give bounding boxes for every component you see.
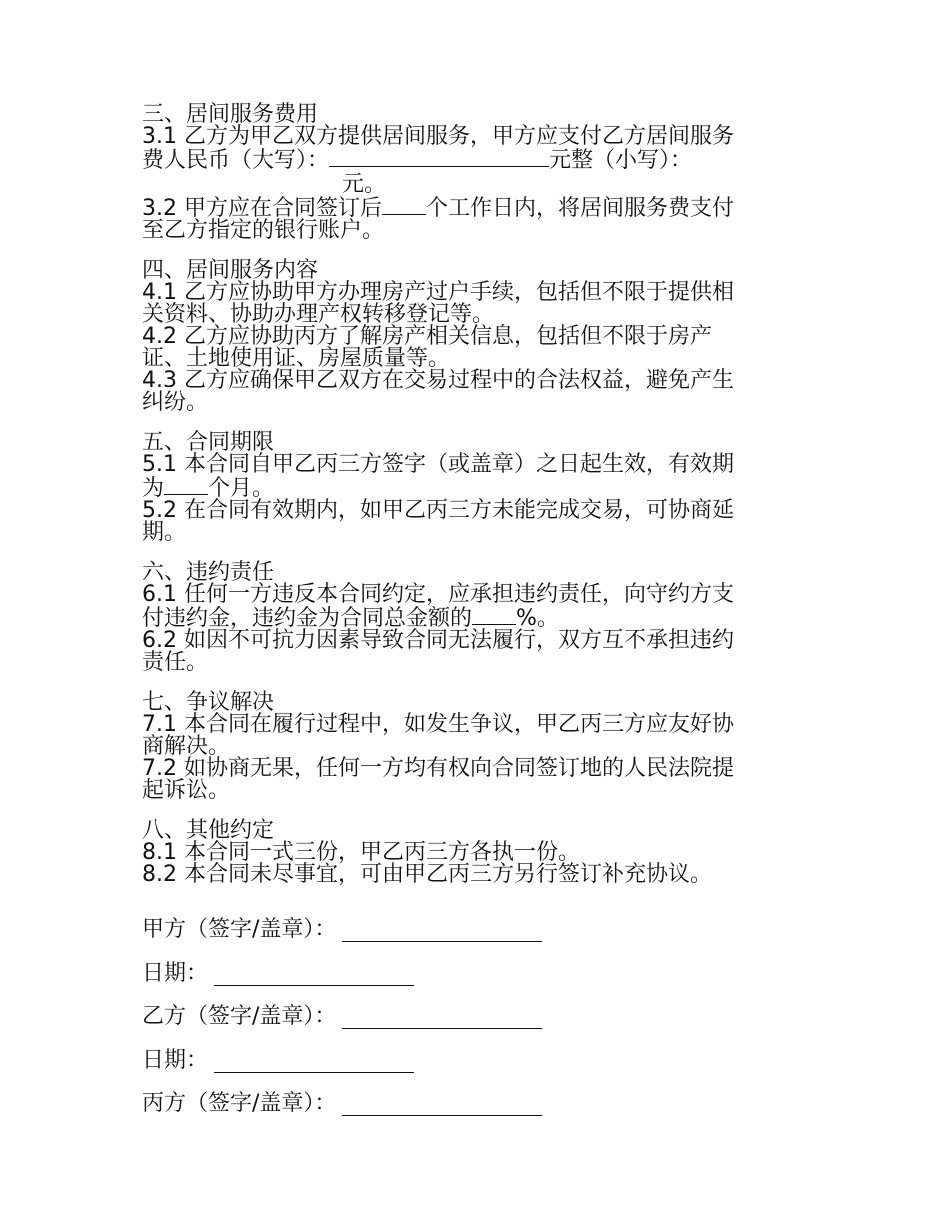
section-heading: 七、争议解决 [142,690,275,715]
party-b-signature: 乙方（签字/盖章）： [142,995,810,1039]
section-heading: 八、其他约定 [142,818,275,843]
party-b-date: 日期： [142,1039,810,1083]
clause-text: 期。 [142,520,187,545]
clause-text: 证、土地使用证、房屋质量等。 [142,346,451,371]
clause-text: 商解决。 [142,734,231,759]
clause-text: 5.2 在合同有效期内，如甲乙丙三方未能完成交易，可协商延 [142,498,734,523]
clause-text: 4.1 乙方应协助甲方办理房产过户手续，包括但不限于提供相 [142,280,734,305]
party-b-signature-blank[interactable] [342,1008,542,1029]
party-c-signature: 丙方（签字/盖章）： [142,1082,810,1126]
clause-text: 关资料、协助办理产权转移登记等。 [142,302,495,327]
penalty-percent-blank[interactable] [472,606,516,625]
workdays-blank[interactable] [382,196,426,215]
clause-text: 8.2 本合同未尽事宜，可由甲乙丙三方另行签订补充协议。 [142,862,712,887]
clause-text: 6.2 如因不可抗力因素导致合同无法履行，双方互不承担违约 [142,628,734,653]
clause-text: 纠纷。 [142,390,209,415]
section-other [142,820,810,886]
section-contract-term [142,432,810,544]
clause-text: 为 个月。 [142,476,275,501]
section-heading: 六、违约责任 [142,560,275,585]
party-c-signature-blank[interactable] [342,1095,542,1116]
clause-text: 费人民币（大写）： 元整（小写）： [142,148,693,173]
months-blank[interactable] [164,476,208,495]
clause-text: 8.1 本合同一式三份，甲乙丙三方各执一份。 [142,840,580,865]
clause-text: 元。 [342,172,387,197]
section-heading: 三、居间服务费用 [142,102,319,127]
clause-text: 付违约金，违约金为合同总金额的 %。 [142,606,559,631]
party-b-date-blank[interactable] [214,1052,414,1073]
party-a-date: 日期： [142,952,810,996]
clause-text: 4.2 乙方应协助丙方了解房产相关信息，包括但不限于房产 [142,324,712,349]
section-service-content [142,260,810,414]
clause-text: 起诉讼。 [142,778,231,803]
amount-uppercase-blank[interactable] [329,148,549,167]
clause-text: 4.3 乙方应确保甲乙双方在交易过程中的合法权益，避免产生 [142,368,734,393]
section-heading: 五、合同期限 [142,430,275,455]
clause-text: 7.1 本合同在履行过程中，如发生争议，甲乙丙三方应友好协 [142,712,734,737]
clause-text: 5.1 本合同自甲乙丙三方签字（或盖章）之日起生效，有效期 [142,452,734,477]
clause-text: 至乙方指定的银行账户。 [142,218,385,243]
section-liability [142,562,810,674]
clause-text: 7.2 如协商无果，任何一方均有权向合同签订地的人民法院提 [142,756,734,781]
section-service-fee [142,104,810,242]
clause-text: 3.2 甲方应在合同签订后 个工作日内，将居间服务费支付 [142,196,734,221]
section-dispute [142,692,810,802]
party-a-signature-blank[interactable] [342,921,542,942]
contract-document [142,104,810,904]
party-a-date-blank[interactable] [214,965,414,986]
clause-text: 责任。 [142,650,209,675]
section-heading: 四、居间服务内容 [142,258,319,283]
party-a-signature: 甲方（签字/盖章）： [142,908,810,952]
clause-text: 3.1 乙方为甲乙双方提供居间服务，甲方应支付乙方居间服务 [142,124,734,149]
clause-text: 6.1 任何一方违反本合同约定，应承担违约责任，向守约方支 [142,582,734,607]
signature-area [142,908,810,1126]
